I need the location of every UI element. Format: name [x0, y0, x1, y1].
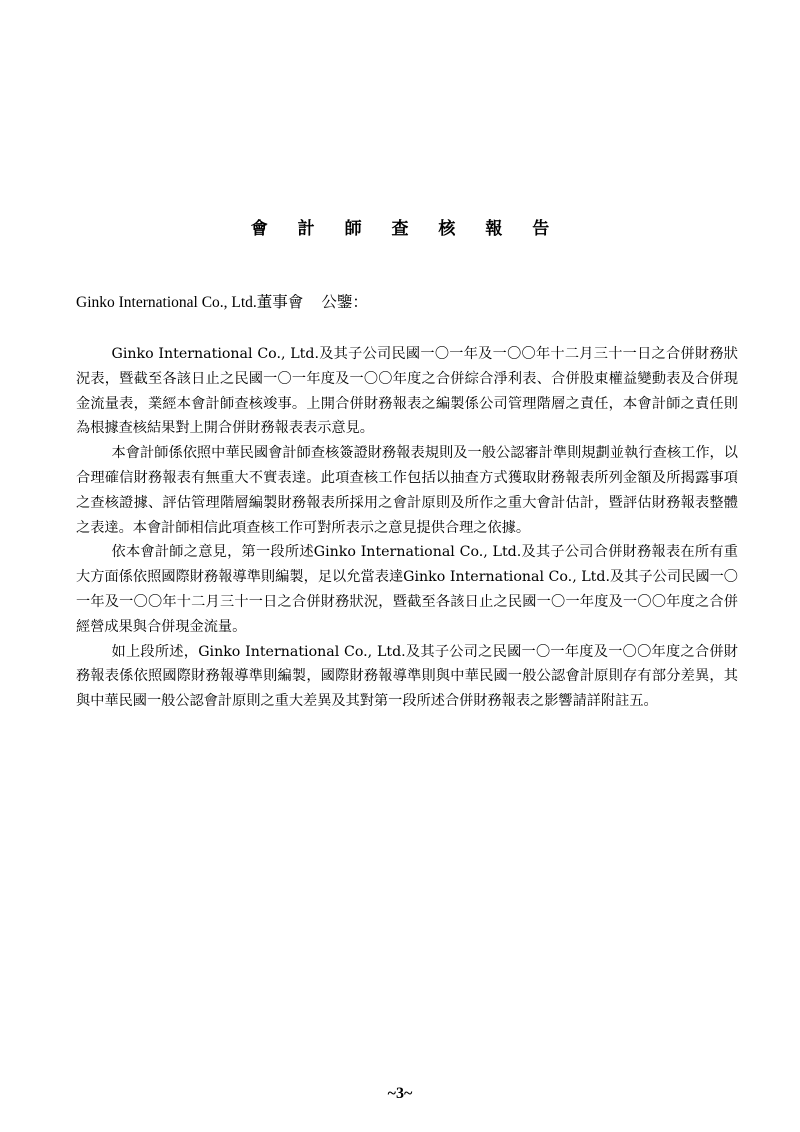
page-number: ~3~ — [387, 1085, 413, 1102]
salutation-line — [76, 290, 368, 312]
greeting: 公鑒： — [321, 294, 368, 311]
report-body — [76, 342, 738, 714]
addressee: Ginko International Co., Ltd.董事會 — [76, 294, 304, 311]
paragraph-scope: Ginko International Co., Ltd.及其子公司民國一〇一年及一〇〇年十二月三十一日之合併財務狀況表，暨截至各該日止之民國一〇一年度及一〇〇年度之合併綜合淨利表、合併股東權益變動表及合併現金流量表，業經本會計師查核竣事。上開合併財務報表之編製係公司管理階層之責任，本會計師之責任則為根據查核結果對上開合併財務報表表示意見。 — [76, 346, 738, 437]
paragraph-basis: 本會計師係依照中華民國會計師查核簽證財務報表規則及一般公認審計準則規劃並執行查核工作，以合理確信財務報表有無重大不實表達。此項查核工作包括以抽查方式獲取財務報表所列金額及所揭露事項之查核證據、評估管理階層編製財務報表所採用之會計原則及所作之重大會計估計，暨評估財務報表整體之表達。本會計師相信此項查核工作可對所表示之意見提供合理之依據。 — [76, 445, 738, 536]
report-title: 會 計 師 查 核 報 告 — [250, 219, 562, 239]
paragraph-opinion: 依本會計師之意見，第一段所述Ginko International Co., Ltd.及其子公司合併財務報表在所有重大方面係依照國際財務報導準則編製，足以允當表達Ginko International Co., Ltd.及其子公司民國一〇一年及一〇〇年十二月三十一日之合併財務狀況，暨截至各該日止之民國一〇一年度及一〇〇年度之合併經營成果與合併現金流量。 — [76, 544, 738, 635]
paragraph-differences: 如上段所述，Ginko International Co., Ltd.及其子公司之民國一〇一年度及一〇〇年度之合併財務報表係依照國際財務報導準則編製，國際財務報導準則與中華民國一般公認會計原則存有部分差異，其與中華民國一般公認會計原則之重大差異及其對第一段所述合併財務報表之影響請詳附註五。 — [76, 643, 738, 710]
